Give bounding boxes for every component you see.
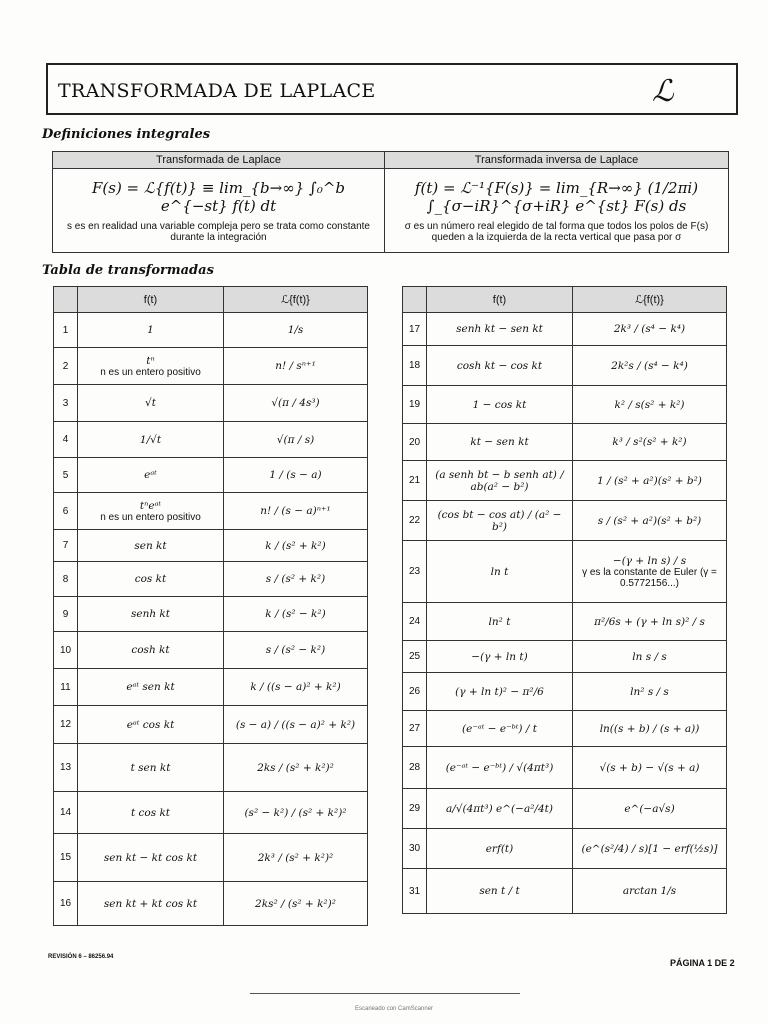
f-cell	[78, 597, 224, 632]
F-cell-text: √(π / s)	[276, 433, 315, 446]
table-row	[54, 744, 368, 792]
row-number-text: 31	[408, 885, 421, 897]
row-number-text: 30	[408, 843, 421, 854]
row-number	[403, 673, 427, 711]
row-number	[403, 501, 427, 541]
f-cell-text: −(γ + ln t)	[471, 650, 528, 663]
footer-divider	[250, 993, 520, 994]
row-number-text: 20	[408, 436, 421, 448]
table-row	[403, 829, 727, 869]
f-cell-text: eᵃᵗ cos kt	[126, 718, 175, 731]
definition-inverse	[385, 169, 729, 253]
row-number-text: 21	[408, 475, 421, 486]
row-number-text: 10	[59, 644, 72, 656]
f-cell-text: eᵃᵗ sen kt	[126, 681, 175, 693]
row-number	[54, 348, 78, 385]
F-cell	[573, 673, 727, 711]
inverse-note: σ es un número real elegido de tal forma que todos los polos de F(s) queden a la izquierda de la recta vertical que pasa por σ	[404, 220, 709, 243]
header-F: ℒ{f(t)}	[573, 287, 727, 313]
row-number	[403, 386, 427, 424]
f-cell	[78, 669, 224, 706]
F-cell	[224, 792, 368, 834]
row-number	[403, 641, 427, 673]
row-number-text: 5	[62, 469, 69, 481]
row-number	[54, 385, 78, 422]
row-number	[54, 530, 78, 562]
F-cell	[573, 789, 727, 829]
row-number-text: 13	[59, 762, 72, 773]
row-number	[403, 711, 427, 747]
F-cell	[573, 313, 727, 346]
section-table: Tabla de transformadas	[42, 263, 214, 278]
inverse-formula: f(t) = ℒ⁻¹{F(s)} = lim_{R→∞} (1/2πi) ∫_{σ−iR}^{σ+iR} e^{st} F(s) ds	[414, 178, 699, 215]
f-cell-text: cosh kt − cos kt	[456, 359, 543, 372]
row-number-text: 7	[62, 540, 69, 551]
section-definitions: Definiciones integrales	[42, 127, 211, 142]
f-cell-text: (e⁻ᵃᵗ − e⁻ᵇᵗ) / √(4πt³)	[445, 761, 554, 774]
row-number	[403, 541, 427, 603]
scanner-watermark: Escaneado con CamScanner	[355, 1006, 434, 1012]
f-cell	[78, 882, 224, 926]
row-number	[54, 882, 78, 926]
row-number-text: 27	[408, 723, 421, 734]
table-row	[403, 789, 727, 829]
footer-page: PÁGINA 1 DE 2	[670, 958, 735, 968]
row-number-text: 14	[59, 807, 72, 818]
f-cell	[427, 711, 573, 747]
footer-revision: REVISIÓN 6 – 86256.94	[48, 954, 114, 960]
F-cell-text: k / (s² + k²)	[265, 539, 326, 552]
row-number-text: 25	[408, 651, 421, 662]
f-cell	[78, 834, 224, 882]
f-cell-text: erf(t)	[485, 842, 514, 855]
table-row	[403, 541, 727, 603]
F-cell-text: ln((s + b) / (s + a))	[599, 722, 700, 735]
F-cell	[573, 424, 727, 461]
f-cell-text: a/√(4πt³) e^(−a²/4t)	[446, 802, 553, 815]
F-cell	[224, 597, 368, 632]
F-cell-text: 1/s	[287, 324, 304, 336]
row-number	[54, 493, 78, 530]
f-cell	[427, 641, 573, 673]
F-cell-text: 1 / (s − a)	[269, 469, 322, 481]
f-cell-text: tⁿeᵃᵗ	[139, 499, 162, 512]
header-F: ℒ{f(t)}	[224, 287, 368, 313]
row-number	[54, 706, 78, 744]
table-row	[54, 706, 368, 744]
F-cell	[573, 641, 727, 673]
header-f: f(t)	[78, 287, 224, 313]
table-row	[403, 386, 727, 424]
table-row	[403, 641, 727, 673]
F-cell-text: 1 / (s² + a²)(s² + b²)	[597, 474, 702, 487]
header-f: f(t)	[427, 287, 573, 313]
f-cell	[427, 673, 573, 711]
f-cell	[427, 603, 573, 641]
F-cell-text: s / (s² − k²)	[265, 644, 326, 656]
F-cell	[573, 541, 727, 603]
f-cell-text: 1 − cos kt	[472, 398, 527, 411]
f-cell-text: eᵃᵗ	[144, 469, 157, 481]
laplace-formula: F(s) = ℒ{f(t)} ≡ lim_{b→∞} ∫₀^b e^{−st} f(t) dt	[91, 178, 346, 215]
header-blank	[403, 287, 427, 313]
row-number-text: 2	[62, 360, 69, 372]
F-cell	[224, 632, 368, 669]
row-number-text: 29	[408, 803, 421, 814]
f-cell-text: sen kt − kt cos kt	[103, 851, 198, 864]
row-number	[403, 603, 427, 641]
f-cell	[78, 422, 224, 458]
table-row	[54, 834, 368, 882]
table-row	[54, 530, 368, 562]
F-cell-text: √(π / 4s³)	[271, 397, 320, 409]
f-cell-text: cos kt	[134, 573, 167, 585]
row-number-text: 17	[408, 323, 421, 335]
F-cell	[573, 386, 727, 424]
F-cell	[573, 346, 727, 386]
table-row	[403, 313, 727, 346]
row-number-text: 16	[59, 898, 72, 909]
F-cell	[224, 706, 368, 744]
f-cell	[427, 346, 573, 386]
F-cell-text: 2k²s / (s⁴ − k⁴)	[611, 359, 688, 372]
row-number	[403, 789, 427, 829]
transforms-table-right	[402, 286, 727, 914]
f-cell	[78, 458, 224, 493]
f-cell-text: 1	[147, 324, 154, 336]
table-row	[54, 422, 368, 458]
F-cell	[573, 501, 727, 541]
F-cell-note: γ es la constante de Euler (γ = 0.5772156...)	[582, 566, 717, 589]
row-number	[54, 792, 78, 834]
f-cell	[78, 744, 224, 792]
F-cell	[573, 869, 727, 914]
row-number-text: 19	[408, 399, 421, 410]
F-cell	[224, 313, 368, 348]
table-row	[54, 348, 368, 385]
f-cell	[78, 530, 224, 562]
f-cell-text: ln² t	[488, 615, 511, 628]
f-cell	[427, 789, 573, 829]
table-row	[403, 424, 727, 461]
F-cell-text: n! / (s − a)ⁿ⁺¹	[260, 505, 331, 517]
table-row	[54, 313, 368, 348]
row-number	[54, 562, 78, 597]
F-cell-text: k / (s² − k²)	[265, 608, 326, 620]
f-cell-text: ln t	[490, 565, 509, 578]
table-row	[54, 632, 368, 669]
F-cell	[224, 562, 368, 597]
table-row	[403, 603, 727, 641]
row-number-text: 12	[59, 719, 72, 730]
table-row	[403, 461, 727, 501]
f-cell	[78, 792, 224, 834]
F-cell-text: k² / s(s² + k²)	[614, 398, 685, 411]
row-number	[403, 747, 427, 789]
row-number-text: 9	[62, 608, 69, 620]
row-number-text: 4	[62, 434, 69, 445]
f-cell	[78, 632, 224, 669]
row-number	[403, 461, 427, 501]
F-cell-text: −(γ + ln s) / s	[612, 554, 687, 567]
F-cell-text: 2ks / (s² + k²)²	[257, 761, 334, 774]
F-cell-text: √(s + b) − √(s + a)	[599, 761, 700, 774]
f-cell-text: (e⁻ᵃᵗ − e⁻ᵇᵗ) / t	[462, 722, 537, 735]
f-cell-text: t cos kt	[130, 806, 171, 819]
F-cell	[224, 882, 368, 926]
F-cell	[224, 669, 368, 706]
table-row	[403, 673, 727, 711]
f-cell	[78, 348, 224, 385]
laplace-note: s es en realidad una variable compleja pero se trata como constante durante la integración	[67, 220, 370, 243]
definitions-header-laplace: Transformada de Laplace	[53, 152, 385, 169]
table-row	[54, 562, 368, 597]
f-cell-text: sen kt	[134, 539, 167, 552]
F-cell	[573, 829, 727, 869]
row-number-text: 11	[60, 681, 71, 693]
header-blank	[54, 287, 78, 313]
F-cell	[224, 744, 368, 792]
f-cell-note: n es un entero positivo	[100, 511, 201, 523]
F-cell-text: n! / sⁿ⁺¹	[275, 360, 316, 372]
F-cell-text: 2k³ / (s² + k²)²	[257, 851, 334, 864]
F-cell	[224, 422, 368, 458]
table-row	[54, 882, 368, 926]
f-cell-text: (cos bt − cos at) / (a² − b²)	[437, 508, 562, 533]
f-cell	[427, 541, 573, 603]
row-number	[54, 422, 78, 458]
definitions-header-inverse: Transformada inversa de Laplace	[385, 152, 729, 169]
f-cell-text: (a senh bt − b senh at) / ab(a² − b²)	[435, 468, 564, 493]
f-cell	[427, 869, 573, 914]
row-number	[54, 834, 78, 882]
row-number	[54, 597, 78, 632]
f-cell-note: n es un entero positivo	[100, 366, 201, 378]
row-number-text: 15	[59, 852, 72, 863]
F-cell-text: s / (s² + k²)	[265, 573, 326, 585]
row-number	[403, 869, 427, 914]
F-cell	[224, 530, 368, 562]
F-cell	[224, 834, 368, 882]
F-cell-text: (s² − k²) / (s² + k²)²	[244, 806, 347, 819]
table-row	[54, 669, 368, 706]
definitions-table	[52, 151, 729, 253]
table-row	[403, 711, 727, 747]
row-number	[403, 829, 427, 869]
f-cell-text: sen kt + kt cos kt	[103, 897, 198, 910]
row-number-text: 24	[408, 616, 421, 627]
F-cell-text: arctan 1/s	[622, 885, 677, 897]
row-number	[54, 458, 78, 493]
f-cell-text: sen t / t	[479, 885, 520, 897]
definition-laplace	[53, 169, 385, 253]
F-cell	[224, 458, 368, 493]
row-number-text: 6	[62, 505, 69, 517]
f-cell-text: senh kt − sen kt	[456, 323, 543, 335]
f-cell	[427, 386, 573, 424]
f-cell-text: tⁿ	[146, 354, 155, 367]
table-row	[403, 346, 727, 386]
f-cell	[78, 493, 224, 530]
F-cell-text: 2ks² / (s² + k²)²	[255, 897, 336, 910]
f-cell-text: senh kt	[130, 608, 171, 620]
f-cell-text: √t	[145, 397, 156, 409]
table-row	[54, 792, 368, 834]
F-cell	[224, 348, 368, 385]
F-cell	[573, 747, 727, 789]
row-number-text: 22	[408, 515, 421, 526]
F-cell-text: π²/6s + (γ + ln s)² / s	[594, 615, 705, 628]
table-row	[54, 493, 368, 530]
table-row	[54, 385, 368, 422]
row-number	[54, 744, 78, 792]
f-cell	[78, 562, 224, 597]
row-number	[54, 669, 78, 706]
F-cell	[573, 461, 727, 501]
f-cell	[78, 313, 224, 348]
F-cell	[224, 385, 368, 422]
row-number	[54, 313, 78, 348]
f-cell	[427, 501, 573, 541]
f-cell	[427, 829, 573, 869]
row-number-text: 1	[62, 324, 69, 336]
f-cell	[427, 461, 573, 501]
f-cell-text: kt − sen kt	[470, 436, 529, 448]
F-cell-text: k / ((s − a)² + k²)	[250, 681, 341, 693]
table-row	[54, 458, 368, 493]
f-cell-text: (γ + ln t)² − π²/6	[455, 685, 544, 698]
F-cell-text: ln s / s	[632, 650, 667, 663]
row-number-text: 28	[408, 762, 421, 773]
F-cell-text: ln² s / s	[630, 685, 669, 698]
row-number-text: 26	[408, 686, 421, 697]
table-row	[403, 747, 727, 789]
row-number-text: 3	[62, 397, 69, 409]
F-cell	[573, 603, 727, 641]
f-cell	[78, 385, 224, 422]
f-cell	[427, 747, 573, 789]
f-cell-text: cosh kt	[131, 644, 170, 656]
laplace-logo: ℒ	[652, 74, 674, 109]
row-number-text: 18	[408, 360, 421, 371]
F-cell	[224, 493, 368, 530]
F-cell-text: (s − a) / ((s − a)² + k²)	[235, 718, 356, 731]
row-number-text: 8	[62, 573, 69, 585]
f-cell	[427, 313, 573, 346]
row-number	[54, 632, 78, 669]
table-row	[403, 869, 727, 914]
transforms-table-left	[53, 286, 368, 926]
f-cell-text: 1/√t	[139, 433, 162, 446]
page-title: TRANSFORMADA DE LAPLACE	[58, 80, 376, 102]
table-row	[403, 501, 727, 541]
F-cell-text: k³ / s²(s² + k²)	[612, 436, 687, 448]
f-cell	[78, 706, 224, 744]
row-number	[403, 346, 427, 386]
F-cell	[573, 711, 727, 747]
row-number	[403, 313, 427, 346]
f-cell-text: t sen kt	[130, 761, 171, 774]
f-cell	[427, 424, 573, 461]
F-cell-text: e^(−a√s)	[624, 802, 675, 815]
row-number	[403, 424, 427, 461]
F-cell-text: s / (s² + a²)(s² + b²)	[597, 514, 702, 527]
row-number-text: 23	[408, 566, 421, 577]
F-cell-text: 2k³ / (s⁴ − k⁴)	[613, 323, 686, 335]
table-row	[54, 597, 368, 632]
F-cell-text: (e^(s²/4) / s)[1 − erf(½s)]	[581, 842, 718, 855]
